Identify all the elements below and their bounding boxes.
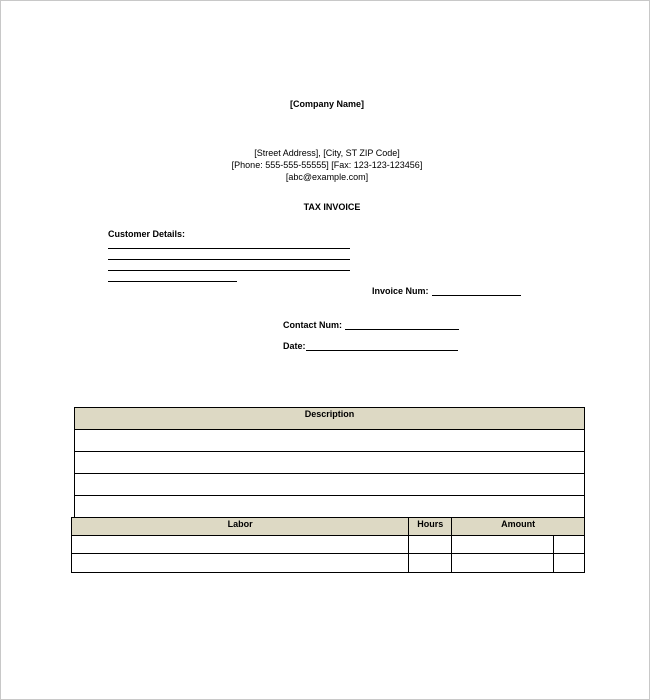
- date-label: Date:: [283, 341, 306, 351]
- description-row[interactable]: [75, 474, 585, 496]
- amount-cell[interactable]: [452, 554, 554, 573]
- invoice-num-label: Invoice Num:: [372, 286, 429, 296]
- description-header: Description: [75, 408, 585, 430]
- amount-cell[interactable]: [452, 536, 554, 554]
- labor-cell[interactable]: [72, 554, 409, 573]
- customer-details-label: Customer Details:: [108, 229, 186, 239]
- amount-cents-cell[interactable]: [554, 554, 585, 573]
- customer-line-3[interactable]: [108, 270, 350, 271]
- labor-header: Labor: [72, 518, 409, 536]
- customer-line-2[interactable]: [108, 259, 350, 260]
- description-row[interactable]: [75, 452, 585, 474]
- customer-line-1[interactable]: [108, 248, 350, 249]
- address-line: [Street Address], [City, ST ZIP Code]: [254, 148, 400, 158]
- description-table: [74, 407, 585, 518]
- hours-header: Hours: [409, 518, 452, 536]
- invoice-num-field[interactable]: [432, 295, 521, 296]
- contact-num-label: Contact Num:: [283, 320, 342, 330]
- labor-cell[interactable]: [72, 536, 409, 554]
- labor-table: [71, 517, 585, 573]
- company-name: [Company Name]: [289, 99, 364, 109]
- amount-cents-cell[interactable]: [554, 536, 585, 554]
- hours-cell[interactable]: [409, 554, 452, 573]
- description-row[interactable]: [75, 430, 585, 452]
- amount-header: Amount: [452, 518, 585, 536]
- contact-num-field[interactable]: [345, 329, 459, 330]
- hours-cell[interactable]: [409, 536, 452, 554]
- document-title: TAX INVOICE: [303, 202, 361, 212]
- email-line: [abc@example.com]: [285, 172, 369, 182]
- customer-line-4[interactable]: [108, 281, 237, 282]
- description-row[interactable]: [75, 496, 585, 518]
- phone-fax-line: [Phone: 555-555-55555] [Fax: 123-123-123456]: [231, 160, 423, 170]
- date-field[interactable]: [306, 350, 458, 351]
